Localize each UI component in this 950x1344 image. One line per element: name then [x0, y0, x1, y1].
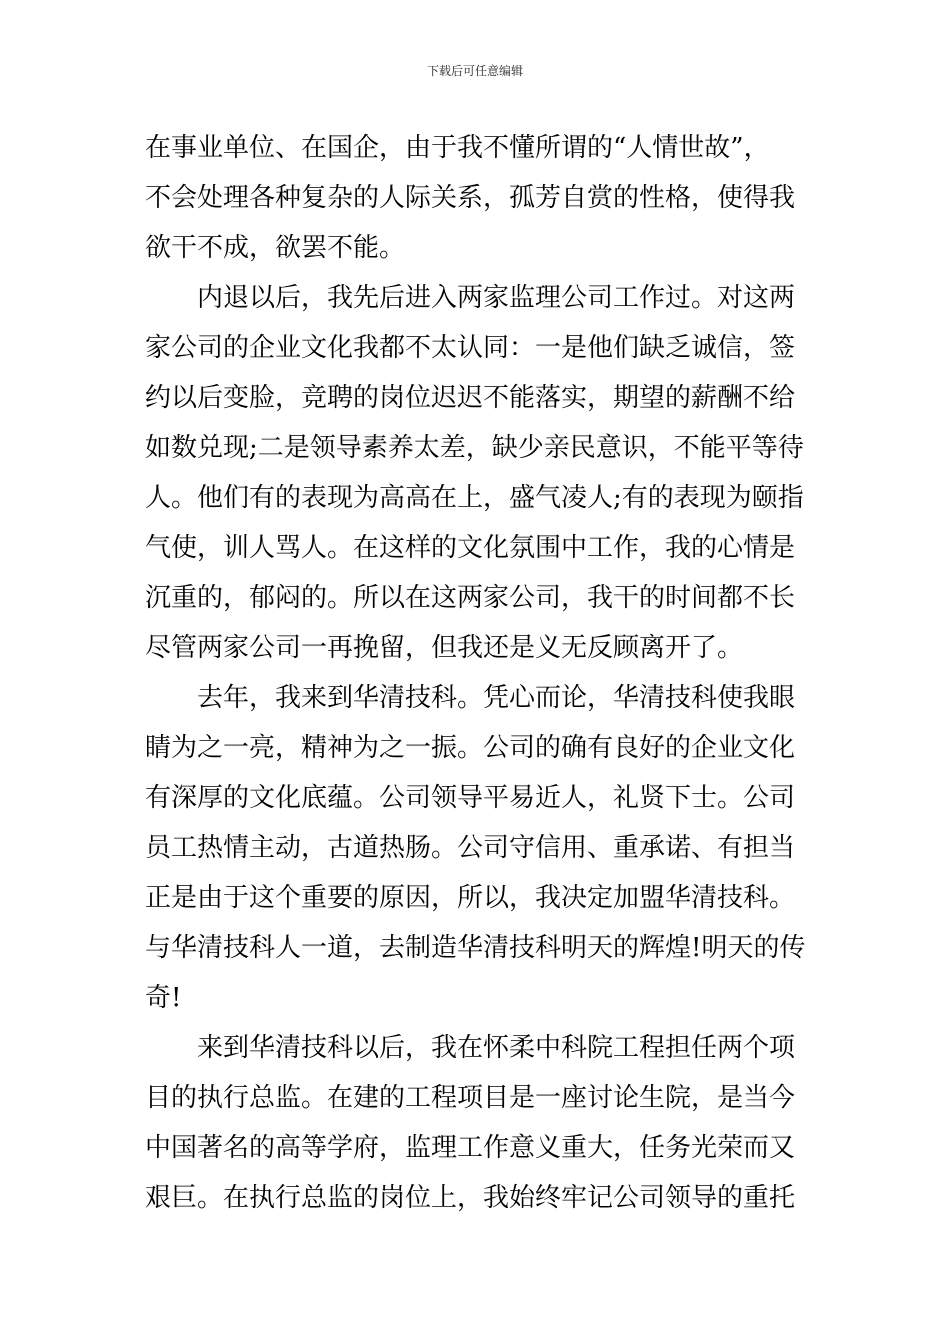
text-line: 奇! [145, 983, 182, 1013]
text-line: 在事业单位、在国企，由于我不懂所谓的“人情世故”， [145, 133, 770, 163]
paragraph [145, 273, 810, 673]
text-line: 中国著名的高等学府，监理工作意义重大，任务光荣而又 [145, 1133, 796, 1163]
text-line: 目的执行总监。在建的工程项目是一座讨论生院，是当今 [145, 1083, 796, 1113]
text-line: 有深厚的文化底蕴。公司领导平易近人，礼贤下士。公司 [145, 783, 796, 813]
text-line: 尽管两家公司一再挽留，但我还是义无反顾离开了。 [145, 633, 744, 663]
page-header: 下载后可任意编辑 [426, 64, 523, 78]
text-line: 与华清技科人一道，去制造华清技科明天的辉煌!明天的传 [145, 933, 806, 963]
paragraph [145, 1023, 810, 1223]
text-line: 内退以后，我先后进入两家监理公司工作过。对这两 [197, 283, 796, 313]
text-line: 正是由于这个重要的原因，所以，我决定加盟华清技科。 [145, 883, 796, 913]
text-line: 欲干不成，欲罢不能。 [145, 233, 406, 263]
text-line: 气使，训人骂人。在这样的文化氛围中工作，我的心情是 [145, 533, 796, 563]
text-line: 人。他们有的表现为高高在上，盛气凌人;有的表现为颐指 [145, 483, 804, 513]
text-line: 不会处理各种复杂的人际关系，孤芳自赏的性格，使得我 [145, 183, 796, 213]
document-body [145, 123, 810, 1223]
text-line: 去年，我来到华清技科。凭心而论，华清技科使我眼 [197, 683, 796, 713]
text-line: 如数兑现;二是领导素养太差，缺少亲民意识，不能平等待 [145, 433, 804, 463]
text-line: 约以后变脸，竞聘的岗位迟迟不能落实，期望的薪酬不给 [145, 383, 796, 413]
text-line: 家公司的企业文化我都不太认同：一是他们缺乏诚信，签 [145, 333, 796, 363]
text-line: 来到华清技科以后，我在怀柔中科院工程担任两个项 [197, 1033, 796, 1063]
paragraph [145, 123, 810, 273]
text-line: 睛为之一亮，精神为之一振。公司的确有良好的企业文化 [145, 733, 796, 763]
text-line: 员工热情主动，古道热肠。公司守信用、重承诺、有担当 [145, 833, 796, 863]
text-line: 艰巨。在执行总监的岗位上，我始终牢记公司领导的重托 [145, 1183, 796, 1213]
text-line: 沉重的，郁闷的。所以在这两家公司，我干的时间都不长 [145, 583, 796, 613]
paragraph [145, 673, 810, 1023]
